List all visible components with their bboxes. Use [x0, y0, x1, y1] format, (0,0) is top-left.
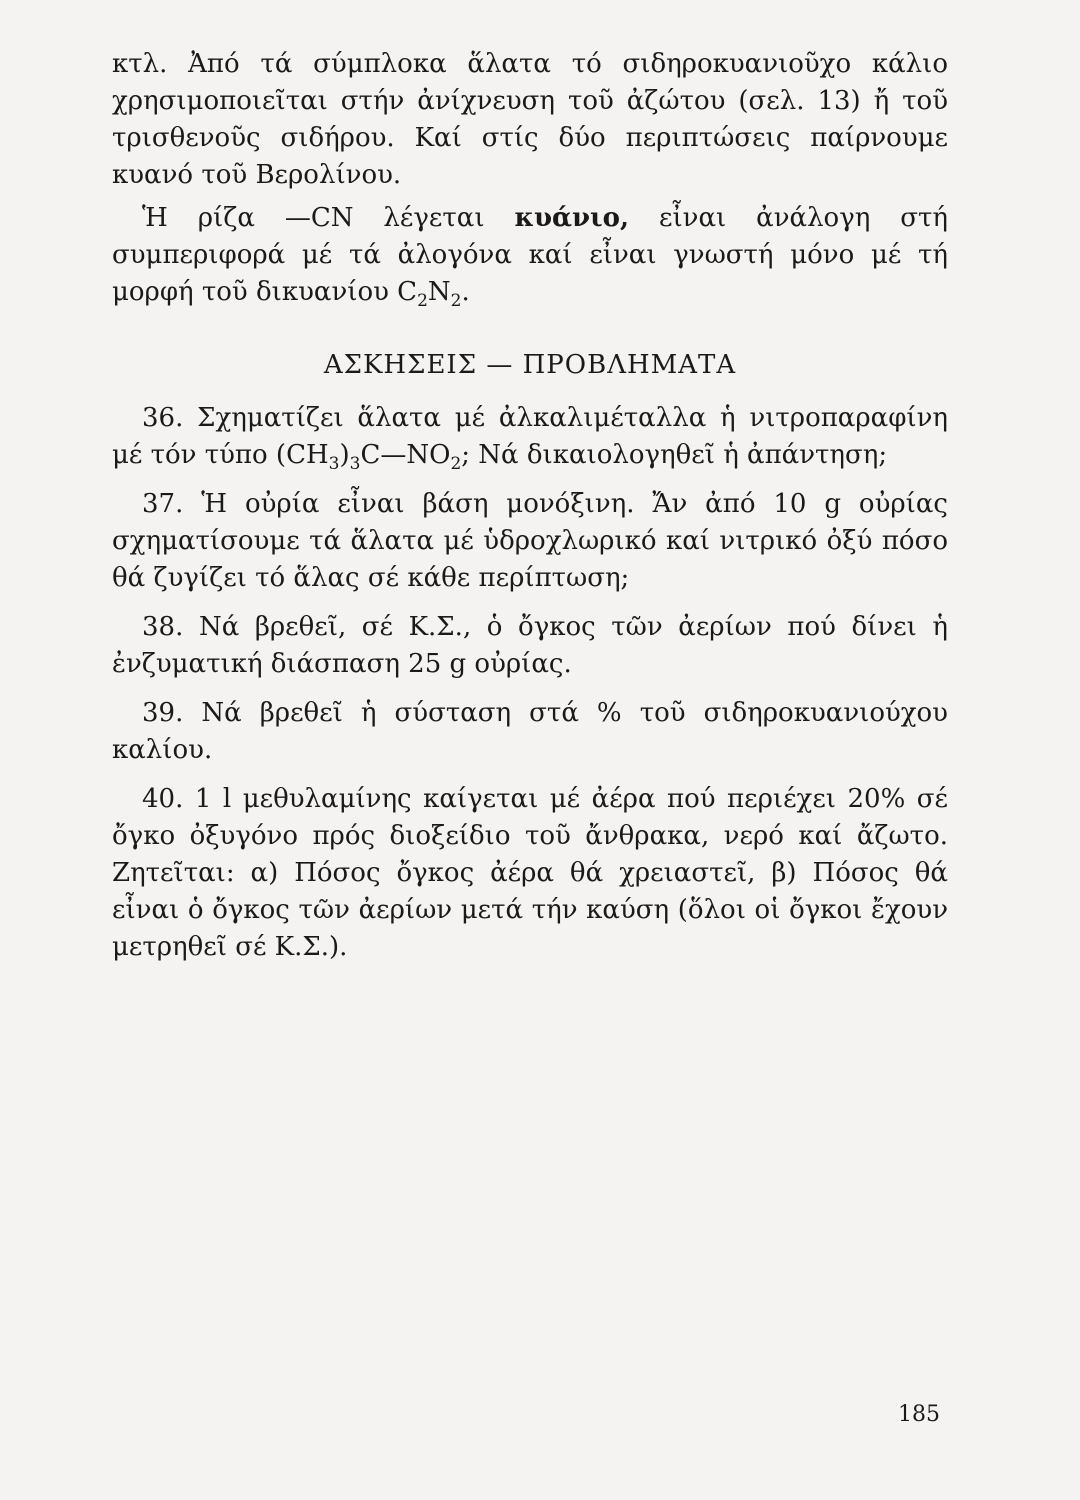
main-text — [112, 46, 948, 978]
p2-text-n: N — [427, 277, 451, 307]
e36-text-b: ) — [339, 440, 350, 470]
exercise-37: 37. Ἡ οὐρία εἶναι βάση μονόξινη. Ἄν ἀπό 10 g οὐρίας σχηματίσουμε τά ἅλατα μέ ὑδροχλωρικό καί νιτρικό ὀξύ πόσο θά ζυγίζει τό ἅλας σέ κάθε περίπτωση; — [112, 489, 948, 593]
e36-text-c: C—NO — [360, 440, 451, 470]
exercise-40: 40. 1 l μεθυλαμίνης καίγεται μέ ἀέρα πού περιέχει 20% σέ ὄγκο ὀξυγόνο πρός διοξείδιο τοῦ ἄνθρακα, νερό καί ἄζωτο. Ζητεῖται: α) Πόσος ὄγκος ἀέρα θά χρειαστεῖ, β) Πόσος θά εἶναι ὁ ὄγκος τῶν ἀερίων μετά τήν καύση (ὅλοι οἱ ὄγκοι ἔχουν μετρηθεῖ σέ Κ.Σ.). — [112, 784, 948, 962]
e36-text-d: ; Νά δικαιολογηθεῖ ἡ ἀπάντηση; — [461, 440, 888, 470]
section-heading: ΑΣΚΗΣΕΙΣ — ΠΡΟΒΛΗΜΑΤΑ — [323, 350, 737, 380]
p2-text-a: Ἡ ρίζα —CN λέγεται — [142, 203, 515, 233]
p2-text-end: . — [461, 277, 470, 307]
exercise-39: 39. Νά βρεθεῖ ἡ σύσταση στά % τοῦ σιδηροκυανιούχου καλίου. — [112, 698, 948, 765]
p2-bold-term: κυάνιο, — [514, 203, 630, 233]
e36-subscript-3: 2 — [450, 454, 462, 475]
intro-paragraph-1: κτλ. Ἀπό τά σύμπλοκα ἅλατα τό σιδηροκυανιοῦχο κάλιο χρησιμοποιεῖται στήν ἀνίχνευση τοῦ ἀζώτου (σελ. 13) ἤ τοῦ τρισθενοῦς σιδήρου. Καί στίς δύο περιπτώσεις παίρνουμε κυανό τοῦ Βερολίνου. — [112, 49, 948, 190]
e36-subscript-2: 3 — [349, 454, 361, 475]
e36-subscript-1: 3 — [328, 454, 340, 475]
intro-paragraph-2 — [112, 200, 948, 311]
p2-subscript-2: 2 — [450, 291, 462, 312]
exercise-36 — [112, 400, 948, 474]
e36-text-a: 36. Σχηματίζει ἅλατα μέ ἀλκαλιμέταλλα ἡ νιτροπαραφίνη μέ τόν τύπο (CH — [112, 403, 948, 470]
page-number: 185 — [898, 1402, 940, 1427]
exercise-38: 38. Νά βρεθεῖ, σέ Κ.Σ., ὁ ὄγκος τῶν ἀερίων πού δίνει ἡ ἐνζυματική διάσπαση 25 g οὐρίας. — [112, 612, 948, 679]
p2-subscript-1: 2 — [417, 291, 428, 312]
p2-text-b: εἶναι ἀνάλογη στή συμπεριφορά μέ τά ἀλογόνα καί εἶναι γνωστή μόνο μέ τή μορφή τοῦ δικυανίου C — [112, 203, 948, 307]
